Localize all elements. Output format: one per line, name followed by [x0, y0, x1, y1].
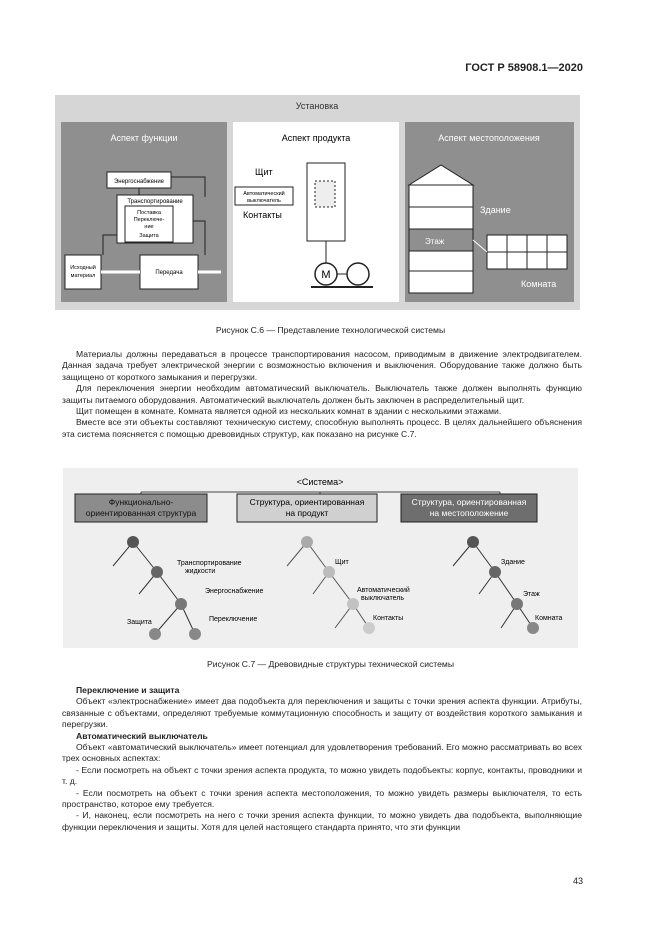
box-transfer-label: Передача [155, 270, 183, 276]
figure-c6-title: Установка [295, 101, 339, 111]
box-product-structure-line1: Структура, ориентированная [249, 497, 365, 507]
paragraph: Вместе все эти объекты составляют техническую систему, способную выполнять процесс. В целях дальнейшего объяснения эта система поясняется с помощью древовидных структур, как показано на рисунке С.7. [62, 417, 582, 439]
tree-location-room: Комната [535, 615, 563, 622]
box-location-structure-line2: на местоположение [429, 508, 509, 518]
tree-product-contacts: Контакты [373, 615, 404, 622]
paragraph: Объект «электроснабжение» имеет два подобъекта для переключения и защиты с точки зрения аспекта функции. Атрибуты, связанные с объектами, определяют требуемые коммутационную способность и защиту от воздействия короткого замыкания и перегрузки. [62, 696, 582, 730]
box-source-line2: материал [70, 273, 96, 279]
cabinet-breaker [315, 181, 335, 207]
box-source [65, 255, 101, 289]
tree-product-node-shield [323, 566, 335, 578]
box-product-structure-line2: на продукт [285, 508, 329, 518]
tree-function-energy: Энергоснабжение [205, 588, 264, 595]
paragraph: Щит помещен в комнате. Комната является одной из нескольких комнат в здании с несколькими этажами. [76, 406, 502, 417]
label-shield: Щит [255, 167, 273, 177]
tree-function-node-switch [189, 628, 201, 640]
box-inner-line2: Переключе- [133, 217, 165, 223]
sections [62, 685, 582, 833]
tree-function-node-transport [151, 566, 163, 578]
tree-function-transport-line2: жидкости [185, 568, 216, 575]
box-inner-line3: ние [144, 224, 154, 230]
box-breaker-line2: выключатель [247, 198, 281, 204]
system-label: <Система> [296, 477, 344, 487]
standard-number: ГОСТ Р 58908.1—2020 [465, 62, 583, 74]
paragraph: Объект «автоматический выключатель» имеет потенциал для удовлетворения требований. Его можно рассматривать во всех трех основных аспектах: [62, 742, 582, 764]
paragraph: - Если посмотреть на объект с точки зрения аспекта местоположения, то можно увидеть размеры выключателя, то есть пространство, которое ему требуется. [62, 787, 582, 810]
paragraph: - И, наконец, если посмотреть на него с точки зрения аспекта функции, то можно увидеть два подобъекта, выполняющие функции переключения и защиты. Хотя для целей настоящего стандарта принято, что эти функции [62, 810, 582, 832]
box-breaker-line1: Автоматический [243, 191, 285, 197]
tree-product-node-contacts [363, 622, 375, 634]
section-heading-breaker: Автоматический выключатель [76, 730, 208, 741]
tree-function-node-protect [149, 628, 161, 640]
tree-function-transport-line1: Транспортирование [177, 560, 242, 567]
label-floor: Этаж [425, 237, 445, 246]
figure-c7-caption: Рисунок С.7 — Древовидные структуры технической системы [206, 659, 455, 669]
figure-c7 [63, 468, 578, 648]
tree-product-breaker-line2: выключатель [361, 595, 404, 602]
tree-location-node-root [467, 536, 479, 548]
box-transport-label: Транспортирование [127, 199, 183, 205]
box-location-structure-line1: Структура, ориентированная [411, 497, 527, 507]
pump [347, 263, 369, 285]
box-inner-line4: Защита [139, 233, 159, 239]
tree-product-breaker-line1: Автоматический [357, 587, 410, 594]
box-inner-line1: Поставка [137, 210, 161, 216]
tree-location-node-floor [511, 598, 523, 610]
panel-product-title: Аспект продукта [281, 133, 351, 143]
label-room: Комната [521, 279, 557, 289]
tree-product-node-root [301, 536, 313, 548]
paragraph: Для переключения энергии необходим автоматический выключатель. Выключатель также должен выполнять функцию защиты питаемого оборудования. Автоматический выключатель должен быть заключен в распределительный щит. [62, 383, 582, 405]
tree-location-node-building [489, 566, 501, 578]
tree-location-node-room [527, 622, 539, 634]
box-energy-label: Энергоснабжение [113, 179, 165, 185]
tree-function-node-root [127, 536, 139, 548]
paragraph: - Если посмотреть на объект с точки зрения аспекта продукта, то можно увидеть подобъекты: корпус, контакты, проводники и т. д. [62, 764, 582, 787]
panel-function-title: Аспект функции [110, 133, 178, 143]
tree-function-node-energy [175, 598, 187, 610]
box-source-line1: Исходный [70, 265, 96, 271]
label-contacts: Контакты [243, 210, 282, 220]
paragraphs-intro [62, 349, 582, 440]
tree-function-protect: Защита [127, 619, 152, 626]
tree-product-node-breaker [347, 598, 359, 610]
tree-function-switch: Переключение [209, 616, 258, 623]
paragraph: Материалы должны передаваться в процессе транспортирования насосом, приводимым в движение электродвигателем. Данная задача требует электрической энергии с возможностью включения и выключения. Оборудование также должно быть защищено от короткого замыкания и перегрузки. [62, 349, 582, 382]
motor-label: M [321, 269, 331, 281]
box-function-structure-line1: Функционально- [108, 497, 174, 507]
tree-location-floor: Этаж [523, 591, 540, 598]
figure-c6 [55, 95, 580, 310]
page-number: 43 [572, 876, 583, 886]
label-building: Здание [480, 205, 511, 215]
panel-location-title: Аспект местоположения [438, 133, 540, 143]
tree-product-shield: Щит [335, 559, 349, 566]
figure-c6-caption: Рисунок С.6 — Представление технологической системы [215, 325, 446, 335]
tree-location-building: Здание [501, 559, 525, 566]
box-function-structure-line2: ориентированная структура [85, 508, 197, 518]
section-heading-switching: Переключение и защита [76, 685, 180, 695]
